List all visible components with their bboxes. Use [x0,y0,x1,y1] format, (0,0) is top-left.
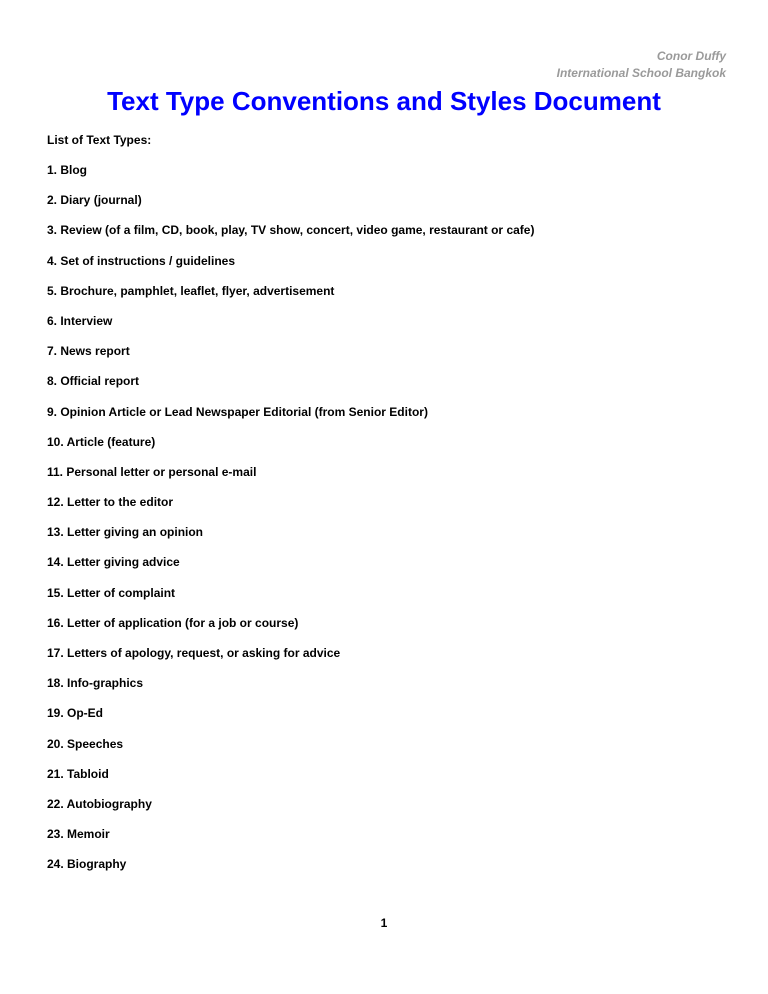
list-item: 23. Memoir [47,827,110,842]
list-item: 21. Tabloid [47,766,109,781]
list-item: 14. Letter giving advice [47,555,180,570]
list-item: 4. Set of instructions / guidelines [47,253,236,268]
document-header [557,48,726,82]
page-number: 1 [380,916,388,930]
list-item: 8. Official report [47,374,140,389]
list-item: 17. Letters of apology, request, or asking for advice [47,646,341,660]
list-item: 5. Brochure, pamphlet, leaflet, flyer, advertisement [47,283,335,298]
list-item: 13. Letter giving an opinion [47,525,204,540]
list-item: 9. Opinion Article or Lead Newspaper Editorial (from Senior Editor) [47,404,428,419]
list-item: 10. Article (feature) [47,434,156,449]
list-item: 1. Blog [47,163,88,177]
list-item: 3. Review (of a film, CD, book, play, TV show, concert, video game, restaurant or cafe) [47,223,535,238]
header-school: International School Bangkok [556,66,726,80]
list-item: 12. Letter to the editor [47,495,174,510]
list-item: 20. Speeches [47,736,124,751]
list-heading: List of Text Types: [47,133,152,147]
list-item: 16. Letter of application (for a job or course) [47,615,299,630]
document-title: Text Type Conventions and Styles Document [107,86,661,116]
list-item: 18. Info-graphics [47,676,144,691]
list-item: 19. Op-Ed [47,706,104,721]
list-item: 24. Biography [47,857,127,872]
list-item: 11. Personal letter or personal e-mail [47,464,257,479]
list-item: 22. Autobiography [47,796,152,811]
list-item: 15. Letter of complaint [47,585,176,600]
list-item: 2. Diary (journal) [47,193,142,208]
list-item: 7. News report [47,344,130,359]
list-item: 6. Interview [47,313,113,328]
header-author: Conor Duffy [656,49,726,63]
text-type-list [47,162,534,887]
